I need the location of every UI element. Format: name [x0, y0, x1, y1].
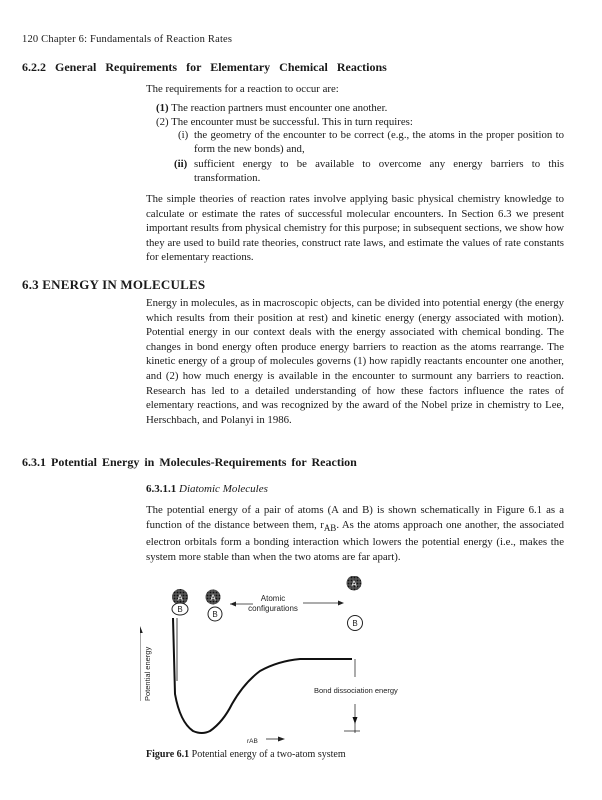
atomic-config-label-1: Atomic [260, 594, 286, 603]
y-axis-arrow-icon [140, 626, 143, 633]
requirement-item-1 [156, 101, 566, 115]
x-axis-label: rAB [247, 738, 258, 745]
dissociation-arrow-icon [353, 717, 358, 724]
potential-energy-figure [140, 576, 580, 746]
atomic-config-label-2: configurations [248, 604, 298, 613]
atom-a-label-3: A [351, 579, 357, 589]
paragraph-sub: AB [323, 522, 337, 533]
atom-pair-2-icon [206, 590, 223, 622]
atom-b-label-1: B [177, 605, 183, 614]
subitem-i-label: (i) [178, 129, 189, 141]
atom-b-label-3: B [352, 619, 358, 628]
right-arrow-icon [338, 601, 344, 606]
separated-atoms-icon [347, 576, 363, 631]
subitem-i-text: the geometry of the encounter to be correct (e.g., the atoms in the proper position to form the new bonds) and, [194, 129, 564, 155]
paragraph-pre: The potential energy of a pair of atoms (A and B) is shown schematically in Figure 6.1 as a function of the distance between them, r [146, 504, 564, 531]
figure-caption-text: Potential energy of a two-atom system [191, 749, 346, 760]
subsection-number: 6.3.1.1 [146, 483, 177, 495]
item-2-label: (2) [156, 116, 169, 128]
atom-a-label-2: A [210, 593, 216, 603]
section-6-3-1-heading: 6.3.1 Potential Energy in Molecules-Requirements for Reaction [22, 455, 357, 469]
requirement-item-2 [156, 115, 566, 129]
y-axis-label: Potential energy [143, 646, 152, 701]
atom-pair-1-icon [172, 589, 188, 615]
section-6-3-heading: 6.3 ENERGY IN MOLECULES [22, 277, 206, 292]
item-1-text: The reaction partners must encounter one another. [171, 102, 388, 114]
paragraph-post: . As the atoms approach one another, the associated electron orbitals form a bonding interaction which lowers the potential energy (i.e., makes the system more stable than when the two atoms are far apart). [146, 518, 564, 563]
x-axis-arrow-icon [278, 737, 285, 742]
subsection-title-a: Diatomic [179, 483, 220, 495]
requirements-intro: The requirements for a reaction to occur are: [146, 83, 339, 95]
subitem-ii-text: sufficient energy to be available to overcome any energy barriers to this transformation. [194, 158, 564, 184]
item-2-text: The encounter must be successful. This in turn requires: [171, 116, 413, 128]
left-arrow-icon [230, 602, 236, 607]
figure-number: Figure 6.1 [146, 749, 190, 760]
section-6-2-2-heading: 6.2.2 General Requirements for Elementary Chemical Reactions [22, 60, 387, 74]
atom-a-label-1: A [177, 593, 183, 603]
section-6-3-paragraph: Energy in molecules, as in macroscopic objects, can be divided into potential energy (the energy which results from their position at rest) and kinetic energy (energy associated with motion). Potential energy in our context deals with the energy associated with chemical bonding. The changes in bond energy often produce energy barriers to reaction as the atoms rearrange. The kinetic energy of a group of molecules governs (1) how rapidly reactants encounter one another, and (2) how much energy is available in the encounter to surmount any barriers to reaction. Research has led to a detailed understanding of how these factors influence the rates of elementary reactions, and was recognized by the award of the Nobel prize in chemistry to Lee, Herschbach, and Polanyi in 1986. [146, 297, 564, 426]
section-6-3-1-1-paragraph [146, 503, 564, 565]
section-6-3-1-1-heading [146, 483, 268, 495]
running-head: 120 Chapter 6: Fundamentals of Reaction Rates [22, 34, 233, 45]
item-1-label: (1) [156, 102, 169, 114]
subsection-title-b: Molecules [222, 483, 268, 495]
atom-b-label-2: B [212, 610, 218, 619]
bond-dissociation-label: Bond dissociation energy [314, 686, 398, 695]
figure-caption [146, 749, 346, 760]
potential-energy-curve [173, 618, 352, 733]
section-6-2-2-paragraph: The simple theories of reaction rates involve applying basic physical chemistry knowledge to calculate or estimate the rates of successful molecular encounters. In Section 6.3 we present important results from physical chemistry for this purpose; in subsequent sections, we show how they are used to build rate theories, construct rate laws, and estimate the values of rate constants for elementary reactions. [146, 193, 565, 264]
subitem-ii-label: (ii) [174, 158, 188, 170]
